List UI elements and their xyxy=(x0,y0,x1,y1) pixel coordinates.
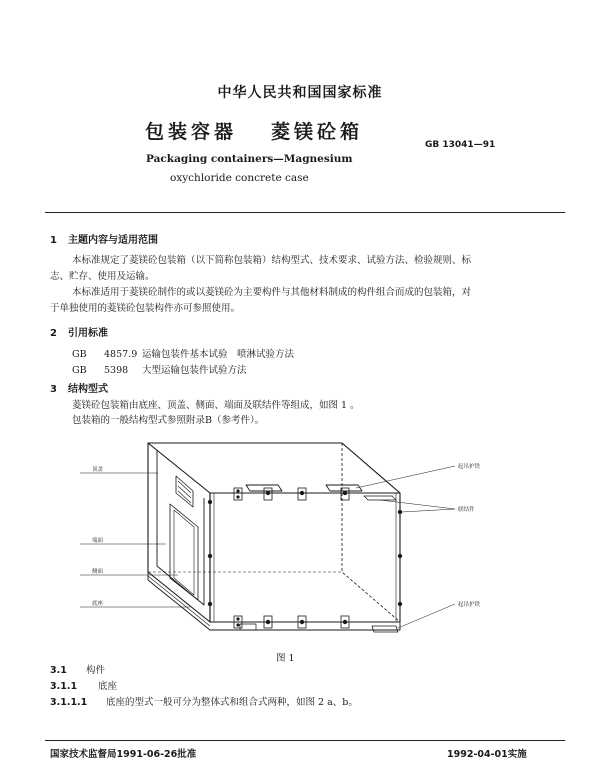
reference-code: GB xyxy=(72,365,87,376)
subsection-text: 构件 xyxy=(86,665,106,676)
box-base xyxy=(148,572,400,630)
section-1-number: 1 xyxy=(50,235,57,246)
section-3-para-line2: 包装箱的一般结构型式参照附录B（参考件）。 xyxy=(72,415,265,426)
footer-rule xyxy=(45,740,565,741)
end-face-frame xyxy=(157,450,204,605)
reference-number: 4857.9 xyxy=(104,349,138,360)
box-side-face xyxy=(210,493,400,622)
subsection-number: 3.1.1 xyxy=(50,681,78,692)
subsection-text: 底座 xyxy=(98,681,118,692)
section-1-para2-line1: 本标准适用于菱镁砼制作的或以菱镁砼为主要构件与其他材料制成的构件组合而成的包装箱，对 xyxy=(72,287,472,298)
section-3-number: 3 xyxy=(50,384,57,395)
figure-label-lift-bottom: 起吊护铁 xyxy=(458,602,481,608)
box-top-lid xyxy=(148,443,400,493)
subsection-number: 3.1 xyxy=(50,665,67,676)
reference-title: 大型运输包装件试验方法 xyxy=(142,365,247,376)
figure-label-top: 顶盖 xyxy=(92,467,104,473)
standard-number: GB 13041—91 xyxy=(425,140,496,150)
national-standard-heading: 中华人民共和国国家标准 xyxy=(217,85,383,101)
figure-caption: 图 1 xyxy=(276,653,295,664)
reference-title: 运输包装件基本试验 喷淋试验方法 xyxy=(142,349,295,360)
title-cn-part2: 菱镁砼箱 xyxy=(271,121,364,143)
reference-number: 5398 xyxy=(104,365,129,376)
section-1-title: 主题内容与适用范围 xyxy=(68,235,158,246)
subsection-3-1-1 xyxy=(50,679,117,695)
connectors xyxy=(208,489,402,626)
implementation-date: 1992-04-01实施 xyxy=(447,749,527,760)
section-1-para1-line1: 本标准规定了菱镁砼包装箱（以下简称包装箱）结构型式、技术要求、试验方法、检验规则、标 xyxy=(72,255,472,266)
section-2-number: 2 xyxy=(50,328,57,339)
subsection-3-1-1-1 xyxy=(50,695,358,711)
section-3-title: 结构型式 xyxy=(68,384,108,395)
figure-label-lift-top: 起吊护铁 xyxy=(458,464,481,470)
title-cn-part1: 包装容器 xyxy=(145,121,238,143)
section-2-title: 引用标准 xyxy=(68,328,108,339)
subsection-number: 3.1.1.1 xyxy=(50,697,88,708)
document-title-en-line1: Packaging containers—Magnesium xyxy=(146,153,353,165)
figure-label-connector: 联结件 xyxy=(458,507,475,513)
document-title-en-line2: oxychloride concrete case xyxy=(170,172,309,184)
reference-code: GB xyxy=(72,349,87,360)
figure-label-side: 侧面 xyxy=(92,569,104,575)
figure-label-end: 端面 xyxy=(92,538,104,544)
figure-label-base: 底座 xyxy=(92,601,104,607)
subsection-3-1 xyxy=(50,663,105,679)
subsection-text: 底座的型式一般可分为整体式和组合式两种，如图 2 a、b。 xyxy=(106,697,358,708)
section-1-para1-line2: 志、贮存、使用及运输。 xyxy=(50,271,155,282)
section-1-para2-line2: 于单独使用的菱镁砼包装构件亦可参照使用。 xyxy=(50,303,241,314)
section-3-para-line1: 菱镁砼包装箱由底座、顶盖、侧面、端面及联结件等组成，如图 1 。 xyxy=(72,400,360,411)
approval-note: 国家技术监督局1991-06-26批准 xyxy=(50,749,197,760)
